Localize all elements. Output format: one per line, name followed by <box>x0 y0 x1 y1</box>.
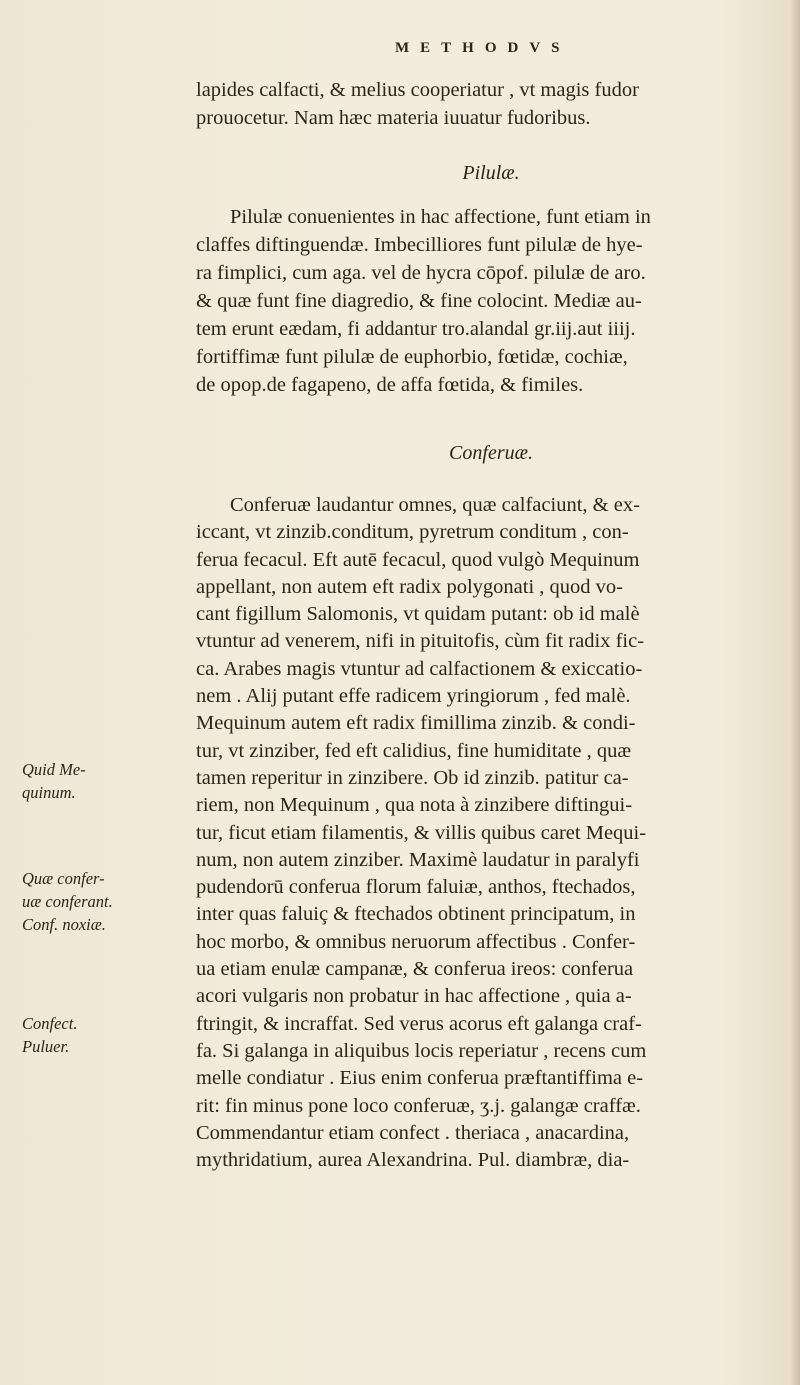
text-line: inter quas faluiç & ftechados obtinent principatum, in <box>196 903 636 926</box>
text-line: rit: fin minus pone loco conferuæ, ʒ.j. galangæ craffæ. <box>196 1094 641 1117</box>
text-block-conferuae <box>196 492 786 1174</box>
text-line: ferua fecacul. Eft autē fecacul, quod vulgò Mequinum <box>196 548 640 571</box>
text-line: fa. Si galanga in aliquibus locis reperiatur , recens cum <box>196 1039 647 1062</box>
text-line: appellant, non autem eft radix polygonati , quod vo- <box>196 575 623 598</box>
text-line: acori vulgaris non probatur in hac affectione , quia a- <box>196 985 632 1008</box>
text-line: tem erunt eædam, fi addantur tro.alandal gr.iij.aut iiij. <box>196 318 636 340</box>
text-line: Mequinum autem eft radix fimillima zinzib. & condi- <box>196 712 636 735</box>
text-line: mythridatium, aurea Alexandrina. Pul. diambræ, dia- <box>196 1149 630 1172</box>
text-line: Commendantur etiam confect . theriaca , anacardina, <box>196 1121 630 1144</box>
text-line: lapides calfacti, & melius cooperiatur , vt magis fudor <box>196 79 639 101</box>
text-line: Conferuæ laudantur omnes, quæ calfaciunt, & ex- <box>230 494 640 516</box>
marginal-line: quinum. <box>22 783 76 802</box>
text-line: cant figillum Salomonis, vt quidam putant: ob id malè <box>196 603 640 626</box>
marginal-line: Quid Me- <box>22 760 86 779</box>
text-line: tamen reperitur in zinzibere. Ob id zinzib. patitur ca- <box>196 766 629 789</box>
text-line: ca. Arabes magis vtuntur ad calfactionem & exiccatio- <box>196 657 643 680</box>
text-line: ftringit, & incraffat. Sed verus acorus eft galanga craf- <box>196 1012 642 1035</box>
text-line: claffes diftinguendæ. Imbecilliores funt pilulæ de hye- <box>196 234 643 256</box>
text-line: de opop.de fagapeno, de affa fœtida, & fimiles. <box>196 374 584 396</box>
text-block-top <box>196 76 786 132</box>
running-head: METHODVS <box>395 40 571 56</box>
page-edge <box>790 0 800 1385</box>
marginal-line: uæ conferant. <box>22 892 113 911</box>
text-line: nem . Alij putant effe radicem yringiorum , fed malè. <box>196 685 631 708</box>
text-line: ua etiam enulæ campanæ, & conferua ireos: conferua <box>196 958 634 981</box>
text-line: tur, vt zinziber, fed eft calidius, fine humiditate , quæ <box>196 739 631 762</box>
text-line: iccant, vt zinzib.conditum, pyretrum conditum , con- <box>196 521 629 544</box>
marginal-line: Puluer. <box>22 1037 70 1056</box>
marginal-note-quae-conferuae <box>22 867 192 936</box>
heading-pilulae: Pilulæ. <box>462 162 520 184</box>
text-line: Pilulæ conuenientes in hac affectione, funt etiam in <box>230 206 651 228</box>
text-line: prouocetur. Nam hæc materia iuuatur fudoribus. <box>196 107 591 129</box>
text-line: melle condiatur . Eius enim conferua præftantiffima e- <box>196 1067 644 1090</box>
marginal-line: Conf. noxiæ. <box>22 915 106 934</box>
text-line: hoc morbo, & omnibus neruorum affectibus . Confer- <box>196 930 636 953</box>
text-block-pilulae <box>196 203 786 399</box>
marginal-note-confect <box>22 1012 192 1058</box>
marginal-line: Confect. <box>22 1014 78 1033</box>
text-line: pudendorū conferua florum faluiæ, anthos, ftechados, <box>196 876 636 899</box>
text-line: fortiffimæ funt pilulæ de euphorbio, fœtidæ, cochiæ, <box>196 346 628 368</box>
heading-conferuae: Conferuæ. <box>449 442 533 464</box>
text-line: vtuntur ad venerem, nifi in pituitofis, cùm fit radix fic- <box>196 630 645 653</box>
text-line: riem, non Mequinum , qua nota à zinzibere diftingui- <box>196 794 633 817</box>
text-line: num, non autem zinziber. Maximè laudatur in paralyfi <box>196 848 640 871</box>
text-line: & quæ funt fine diagredio, & fine colocint. Mediæ au- <box>196 290 642 312</box>
text-line: tur, ficut etiam filamentis, & villis quibus caret Mequi- <box>196 821 647 844</box>
text-line: ra fimplici, cum aga. vel de hycra cōpof. pilulæ de aro. <box>196 262 646 284</box>
marginal-note-quid-mequinum <box>22 758 192 804</box>
marginal-line: Quæ confer- <box>22 869 105 888</box>
